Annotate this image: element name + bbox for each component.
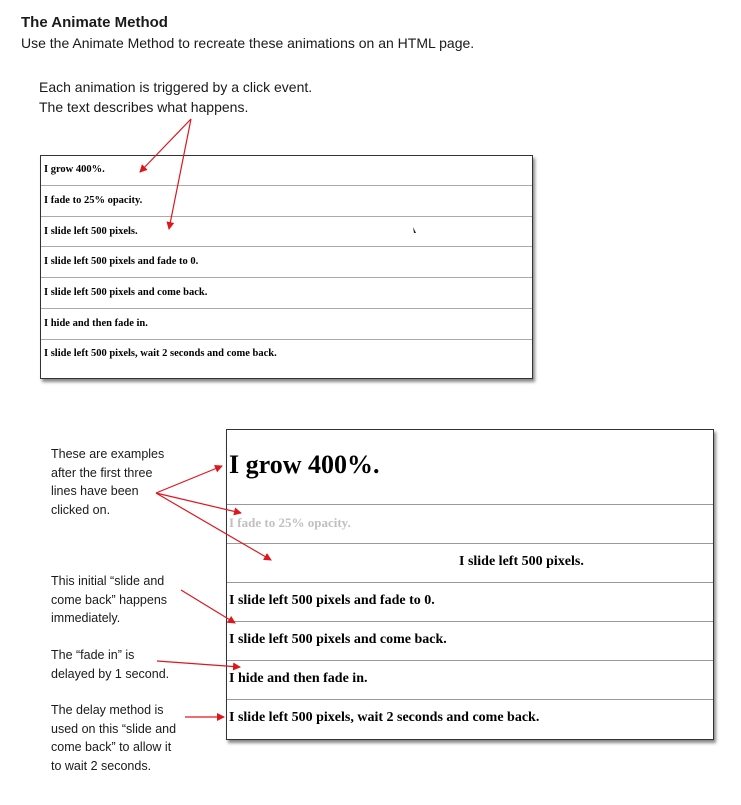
small-row-slide-fade[interactable]: I slide left 500 pixels and fade to 0.	[41, 247, 532, 278]
small-row-hide-fade[interactable]: I hide and then fade in.	[41, 309, 532, 340]
arrow-to-big-fade	[156, 493, 241, 513]
small-row-grow[interactable]: I grow 400%.	[41, 156, 532, 186]
small-row-slide[interactable]: I slide left 500 pixels.	[41, 217, 532, 247]
arrow-to-big-grow	[156, 466, 222, 493]
doc-title: The Animate Method	[21, 14, 168, 31]
intro-line-2: The text describes what happens.	[39, 99, 249, 115]
small-row-slide-wait-back[interactable]: I slide left 500 pixels, wait 2 seconds and come back.	[44, 348, 277, 359]
big-row-slide[interactable]: I slide left 500 pixels.	[227, 544, 713, 583]
note-slide-back: This initial “slide and come back” happens immediately.	[51, 574, 168, 626]
big-row-slide-wait-back[interactable]: I slide left 500 pixels, wait 2 seconds and come back.	[229, 710, 540, 725]
small-row-fade[interactable]: I fade to 25% opacity.	[41, 186, 532, 217]
big-row-slide-fade[interactable]: I slide left 500 pixels and fade to 0.	[227, 583, 713, 622]
intro-line-1: Each animation is triggered by a click event.	[39, 79, 313, 95]
doc-subtitle: Use the Animate Method to recreate these animations on an HTML page.	[21, 35, 475, 51]
note-delay: The delay method is used on this “slide and come back” to allow it to wait 2 seconds.	[51, 703, 177, 773]
note-fade-in: The “fade in” is delayed by 1 second.	[51, 648, 170, 681]
arrow-to-slide	[169, 119, 191, 229]
arrow-to-big-slide	[156, 493, 271, 560]
arrow-to-big-hide-fade	[157, 661, 240, 667]
note-examples: These are examples after the first three lines have been clicked on.	[51, 447, 165, 517]
arrow-to-grow	[140, 119, 191, 172]
big-row-fade[interactable]: I fade to 25% opacity.	[227, 505, 713, 544]
mouse-cursor-icon	[413, 227, 416, 233]
big-row-slide-back[interactable]: I slide left 500 pixels and come back.	[227, 622, 713, 661]
big-row-grow[interactable]: I grow 400%.	[227, 430, 713, 505]
small-row-slide-back[interactable]: I slide left 500 pixels and come back.	[41, 278, 532, 309]
arrow-to-big-slide-back	[181, 590, 235, 623]
big-row-hide-fade[interactable]: I hide and then fade in.	[227, 661, 713, 700]
